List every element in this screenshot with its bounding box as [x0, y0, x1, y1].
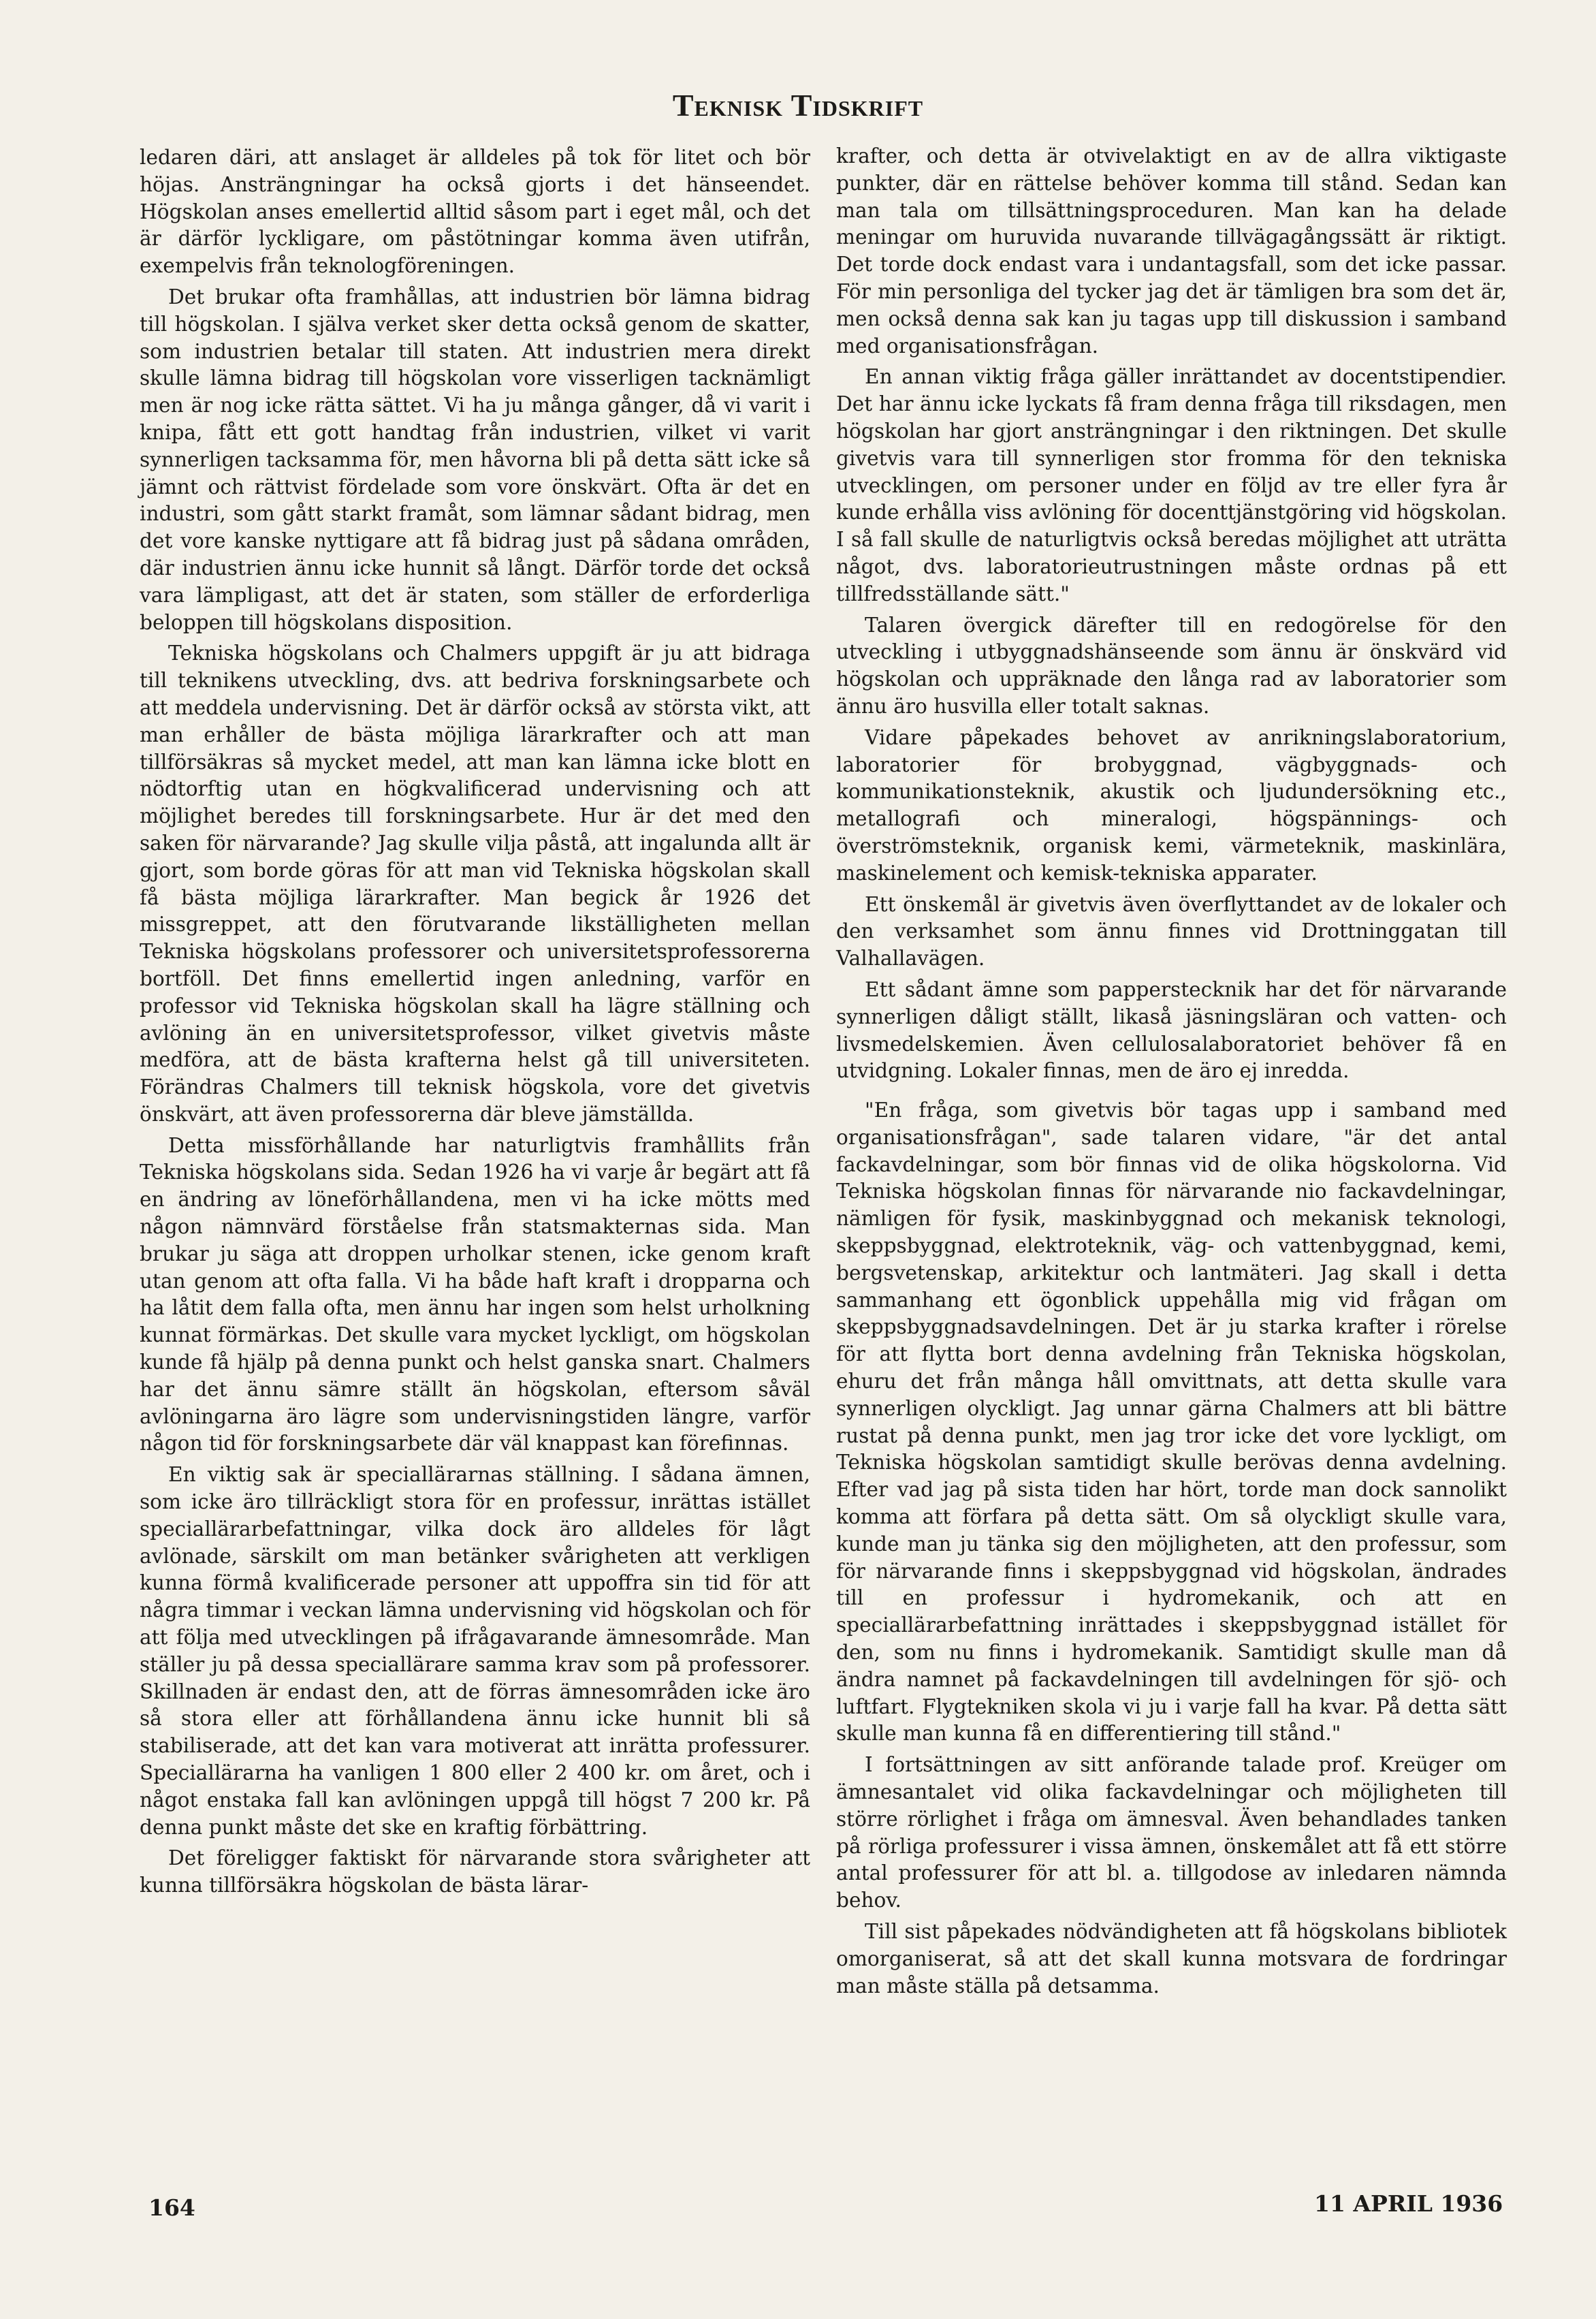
- paragraph: Detta missförhållande har naturligtvis framhållits från Tekniska högskolans sida. Sedan 1926 ha vi varje år begärt att få en ändring av löneförhållandena, men vi ha icke mötts med någon nämnvärd förståelse från statsmakternas sida. Man brukar ju säga att droppen urholkar stenen, icke genom kraft utan genom att ofta falla. Vi ha både haft kraft i dropparna och ha låtit dem falla ofta, men ännu har ingen som helst urholkning kunnat förmärkas. Det skulle vara mycket lyckligt, om högskolan kunde få hjälp på denna punkt och helst ganska snart. Chalmers har det ännu sämre ställt än högskolan, eftersom såväl avlöningarna äro lägre som undervisningstiden längre, varför någon tid för forskningsarbete där väl knappast kan förefinnas.: [140, 1133, 810, 1455]
- paragraph: Talaren övergick därefter till en redogörelse för den utveckling i utbyggnadshänseende som ännu är önskvärd vid högskolan och uppräknade den långa rad av laboratorier som ännu äro husvilla eller totalt saknas.: [836, 613, 1507, 718]
- journal-masthead: Teknisk Tidskrift: [672, 88, 924, 123]
- right-column: [836, 143, 1507, 2004]
- page-number: 164: [148, 2194, 195, 2221]
- paragraph: krafter, och detta är otvivelaktigt en av de allra viktigaste punkter, där en rättelse behöver komma till stånd. Sedan kan man tala om tillsättningsproceduren. Man kan ha delade meningar om huruvida nuvarande tillvägagångssätt är riktigt. Det torde dock endast vara i undantagsfall, som det icke passar. För min personliga del tycker jag det är tämligen bra som det är, men också denna sak kan ju tagas upp till diskussion i samband med organisationsfrågan.: [836, 144, 1507, 358]
- paragraph: Det brukar ofta framhållas, att industrien bör lämna bidrag till högskolan. I själva verket sker detta också genom de skatter, som industrien betalar till staten. Att industrien mera direkt skulle lämna bidrag till högskolan vore visserligen tacknämligt men är nog icke rätta sättet. Vi ha ju många gånger, då vi varit i knipa, fått ett gott handtag från industrien, vilket vi varit synnerligen tacksamma för, men håvorna bli på detta sätt icke så jämnt och rättvist fördelade som vore önskvärt. Ofta är det en industri, som gått starkt framåt, som lämnar sådant bidrag, men det vore kanske nyttigare att få bidrag just på sådana områden, där industrien ännu icke hunnit så långt. Därför torde det också vara lämpligast, att det är staten, som ställer de erforderliga beloppen till högskolans disposition.: [140, 285, 810, 634]
- paragraph: Det föreligger faktiskt för närvarande stora svårigheter att kunna tillförsäkra högskolan de bästa lärar-: [140, 1846, 810, 1897]
- paragraph: Tekniska högskolans och Chalmers uppgift är ju att bidraga till teknikens utveckling, dvs. att bedriva forskningsarbete och att meddela undervisning. Det är därför också av största vikt, att man erhåller de bästa möjliga lärarkrafter och att man tillförsäkras så mycket medel, att man kan lämna icke blott en nödtorftig utan en högkvalificerad undervisning och att möjlighet beredes till forskningsarbete. Hur är det med den saken för närvarande? Jag skulle vilja påstå, att ingalunda allt är gjort, som borde göras för att man vid Tekniska högskolan skall få bästa möjliga lärarkrafter. Man begick år 1926 det missgreppet, att den förutvarande likställigheten mellan Tekniska högskolans professorer och universitetsprofessorerna bortföll. Det finns emellertid ingen anledning, varför en professor vid Tekniska högskolan skall ha lägre ställning och avlöning än en universitetsprofessor, vilket givetvis måste medföra, att de bästa krafterna helst gå till universiteten. Förändras Chalmers till teknisk högskola, vore det givetvis önskvärt, att även professorerna där bleve jämställda.: [140, 642, 810, 1126]
- paragraph: Ett önskemål är givetvis även överflyttandet av de lokaler och den verksamhet som ännu finnes vid Drottninggatan till Valhallavägen.: [836, 892, 1507, 971]
- issue-date: 11 APRIL 1936: [1314, 2190, 1503, 2217]
- paragraph: I fortsättningen av sitt anförande talade prof. Kreüger om ämnesantalet vid olika fackavdelningar och möjligheten till större rörlighet i fråga om ämnesval. Även behandlades tanken på rörliga professurer i vissa ämnen, önskemålet att få ett större antal professurer för att bl. a. tillgodose av inledaren nämnda behov.: [836, 1753, 1507, 1912]
- paragraph: Till sist påpekades nödvändigheten att få högskolans bibliotek omorganiserat, så att det skall kunna motsvara de fordringar man måste ställa på detsamma.: [836, 1920, 1507, 1998]
- paragraph: Ett sådant ämne som papperstecknik har det för närvarande synnerligen dåligt ställt, likaså jäsningsläran och vatten- och livsmedelskemien. Även cellulosalaboratoriet behöver få en utvidgning. Lokaler finnas, men de äro ej inredda.: [836, 977, 1507, 1083]
- paragraph: Vidare påpekades behovet av anrikningslaboratorium, laboratorier för brobyggnad, vägbyggnads- och kommunikationsteknik, akustik och ljudundersökning etc., metallografi och mineralogi, högspännings- och överströmsteknik, organisk kemi, värmeteknik, maskinlära, maskinelement och kemisk-tekniska apparater.: [836, 725, 1507, 885]
- paragraph: En annan viktig fråga gäller inrättandet av docentstipendier. Det har ännu icke lyckats få fram denna fråga till riksdagen, men högskolan har gjort ansträngningar i den riktningen. Det skulle givetvis vara till synnerligen stor fromma för den tekniska utvecklingen, om personer under en följd av tre eller fyra år kunde erhålla viss avlöning för docenttjänstgöring vid högskolan. I så fall skulle de naturligtvis också beredas möjlighet att uträtta något, dvs. laboratorieutrustningen måste ordnas på ett tillfredsställande sätt.": [836, 365, 1507, 605]
- paragraph: "En fråga, som givetvis bör tagas upp i samband med organisationsfrågan", sade talaren vidare, "är det antal fackavdelningar, som bör finnas vid de olika högskolorna. Vid Tekniska högskolan finnas för närvarande nio fackavdelningar, nämligen för fysik, maskinbyggnad och mekanisk teknologi, skeppsbyggnad, elektroteknik, väg- och vattenbyggnad, kemi, bergsvetenskap, arkitektur och lantmäteri. Jag skall i detta sammanhang ett ögonblick uppehålla mig vid frågan om skeppsbyggnadsavdelningen. Det är ju starka krafter i rörelse för att flytta bort denna avdelning från Tekniska högskolan, ehuru det från många håll omvittnats, att detta skulle vara synnerligen olyckligt. Jag unnar gärna Chalmers att bli bättre rustat på denna punkt, men jag tror icke det vore lyckligt, om Tekniska högskolan samtidigt skulle berövas denna avdelning. Efter vad jag på sista tiden har hört, torde man dock sannolikt komma att förfara på detta sätt. Om så olyckligt skulle vara, kunde man ju tänka sig den möjligheten, att den professur, som för närvarande finns i skeppsbyggnad vid högskolan, ändrades till en professur i hydromekanik, och att en speciallärarbefattning inrättades i skeppsbyggnad istället för den, som nu finns i hydromekanik. Samtidigt skulle man då ändra namnet på fackavdelningen till avdelningen för sjö- och luftfart. Flygtekniken skola vi ju i varje fall ha kvar. På detta sätt skulle man kunna få en differentiering till stånd.": [836, 1099, 1507, 1746]
- paragraph: ledaren däri, att anslaget är alldeles på tok för litet och bör höjas. Ansträngningar ha också gjorts i det hänseendet. Högskolan anses emellertid alltid såsom part i eget mål, och det är därför lyckligare, om påstötningar komma även utifrån, exempelvis från teknologföreningen.: [140, 146, 810, 278]
- paragraph: En viktig sak är speciallärarnas ställning. I sådana ämnen, som icke äro tillräckligt stora för en professur, inrättas istället speciallärarbefattningar, vilka dock äro alldeles för lågt avlönade, särskilt om man betänker svårigheten att verkligen kunna förmå kvalificerade personer att uppoffra sin tid för att några timmar i veckan lämna undervisning vid högskolan och för att följa med utvecklingen på ifrågavarande ämnesområde. Man ställer ju på dessa speciallärare samma krav som på professorer. Skillnaden är endast den, att de förras ämnesområden icke äro så stora eller att förhållandena ännu icke hunnit bli så stabiliserade, att det kan vara motiverat att inrätta professurer. Speciallärarna ha vanligen 1 800 eller 2 400 kr. om året, och i något enstaka fall kan avlöningen uppgå till högst 7 200 kr. På denna punkt måste det ske en kraftig förbättring.: [140, 1463, 810, 1839]
- left-column: [140, 144, 810, 1904]
